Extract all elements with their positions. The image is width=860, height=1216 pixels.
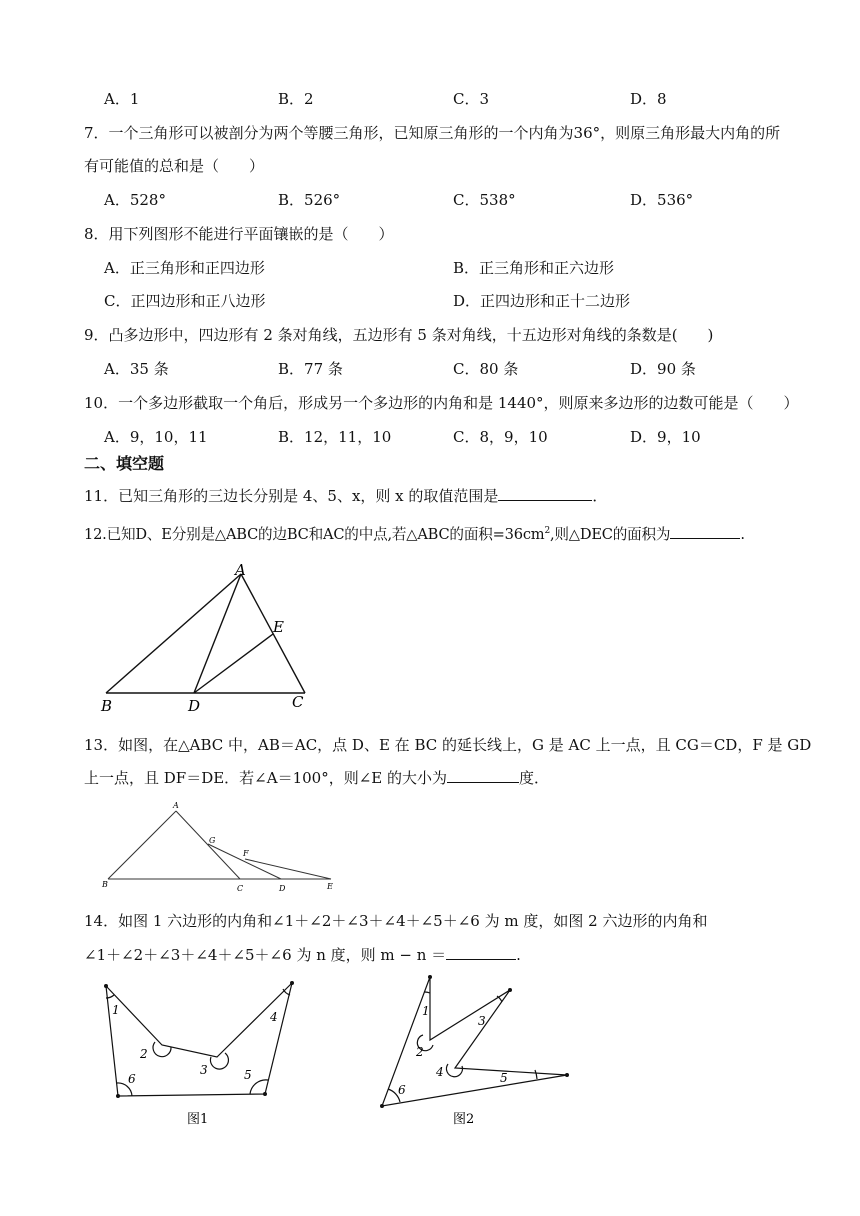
fig14-2-angle-3: 3 bbox=[478, 1014, 486, 1028]
q10-option-a: A．9，10，11 bbox=[104, 428, 208, 446]
q11-answer-blank[interactable] bbox=[498, 486, 592, 501]
q9-option-a: A．35 条 bbox=[104, 360, 169, 378]
q8-option-b: B．正三角形和正六边形 bbox=[453, 259, 615, 277]
q13-text: 上一点，且 DF＝DE．若∠A＝100°，则∠E 的大小为 bbox=[84, 769, 447, 787]
fig14-2-angle-2: 2 bbox=[416, 1045, 424, 1059]
q14-figure-2 bbox=[370, 970, 580, 1130]
q6-option-d: D．8 bbox=[630, 90, 667, 108]
q8-option-c: C．正四边形和正八边形 bbox=[104, 292, 266, 310]
q12-stem bbox=[84, 521, 745, 545]
fig13-label-b: B bbox=[102, 880, 108, 889]
fig14-2-angle-6: 6 bbox=[398, 1083, 406, 1097]
fig12-label-e: E bbox=[273, 618, 284, 636]
fig14-2-angle-4: 4 bbox=[436, 1065, 444, 1079]
q14-stem-line2 bbox=[84, 945, 521, 965]
q7-option-a: A．528° bbox=[104, 191, 166, 209]
fig13-label-d: D bbox=[279, 884, 286, 893]
section-heading: 二、填空题 bbox=[84, 454, 165, 473]
q14-stem-line1: 14．如图 1 六边形的内角和∠1＋∠2＋∠3＋∠4＋∠5＋∠6 为 m 度，如图 2 六边形的内角和 bbox=[84, 912, 708, 930]
q7-option-c: C．538° bbox=[453, 191, 516, 209]
q14-answer-blank[interactable] bbox=[446, 945, 516, 960]
q11-text: 11．已知三角形的三边长分别是 4、5、x，则 x 的取值范围是 bbox=[84, 487, 499, 505]
q12-triangle-figure bbox=[95, 558, 325, 718]
fig13-label-e: E bbox=[327, 882, 333, 891]
q10-option-b: B．12，11，10 bbox=[278, 428, 392, 446]
q14-text: ∠1＋∠2＋∠3＋∠4＋∠5＋∠6 为 n 度，则 m − n ＝ bbox=[84, 946, 447, 964]
q10-stem: 10．一个多边形截取一个角后，形成另一个多边形的内角和是 1440°，则原来多边形的边数可能是（ ） bbox=[84, 394, 799, 412]
q13-triangle-figure bbox=[95, 798, 340, 893]
q6-option-b: B．2 bbox=[278, 90, 314, 108]
q8-stem: 8．用下列图形不能进行平面镶嵌的是（ ） bbox=[84, 225, 394, 243]
fig13-label-g: G bbox=[209, 836, 216, 845]
fig14-1-angle-6: 6 bbox=[128, 1072, 136, 1086]
q13-stem-line1: 13．如图，在△ABC 中，AB＝AC，点 D、E 在 BC 的延长线上，G 是 AC 上一点，且 CG＝CD，F 是 GD bbox=[84, 736, 812, 754]
fig13-label-a: A bbox=[173, 801, 179, 810]
q12-answer-blank[interactable] bbox=[670, 524, 740, 539]
q6-option-a: A．1 bbox=[104, 90, 140, 108]
fig14-1-angle-2: 2 bbox=[140, 1047, 148, 1061]
q11-stem bbox=[84, 486, 607, 506]
q8-option-a: A．正三角形和正四边形 bbox=[104, 259, 265, 277]
q9-stem: 9．凸多边形中，四边形有 2 条对角线，五边形有 5 条对角线，十五边形对角线的条数是( ) bbox=[84, 326, 714, 344]
q9-option-c: C．80 条 bbox=[453, 360, 519, 378]
fig12-label-b: B bbox=[101, 697, 113, 715]
fig14-2-angle-1: 1 bbox=[422, 1004, 430, 1018]
q10-option-c: C．8，9，10 bbox=[453, 428, 548, 446]
q7-option-b: B．526° bbox=[278, 191, 341, 209]
fig12-label-c: C bbox=[292, 693, 304, 711]
q12-superscript: 2 bbox=[544, 526, 550, 536]
fig14-1-angle-3: 3 bbox=[200, 1063, 208, 1077]
q8-option-d: D．正四边形和正十二边形 bbox=[453, 292, 631, 310]
fig14-1-angle-1: 1 bbox=[112, 1003, 120, 1017]
q13-unit: 度． bbox=[519, 769, 550, 787]
q6-option-c: C．3 bbox=[453, 90, 490, 108]
fig13-label-f: F bbox=[243, 849, 249, 858]
fig14-1-angle-4: 4 bbox=[270, 1010, 278, 1024]
q13-answer-blank[interactable] bbox=[447, 768, 519, 783]
q13-stem-line2 bbox=[84, 768, 549, 788]
q14-figure-1 bbox=[95, 975, 310, 1130]
q11-period: ． bbox=[592, 487, 608, 505]
fig12-label-a: A bbox=[235, 561, 246, 579]
fig14-1-angle-5: 5 bbox=[244, 1068, 252, 1082]
q7-stem-line2: 有可能值的总和是（ ） bbox=[84, 157, 265, 175]
q9-option-b: B．77 条 bbox=[278, 360, 343, 378]
fig14-2-caption: 图2 bbox=[453, 1112, 475, 1127]
fig12-label-d: D bbox=[188, 697, 201, 715]
q7-option-d: D．536° bbox=[630, 191, 694, 209]
q14-period: . bbox=[516, 946, 521, 964]
fig13-label-c: C bbox=[237, 884, 244, 893]
q12-text-middle: ,则△DEC的面积为 bbox=[549, 525, 671, 543]
q12-period: . bbox=[740, 525, 745, 543]
q7-stem-line1: 7．一个三角形可以被剖分为两个等腰三角形，已知原三角形的一个内角为36°，则原三角形最大内角的所 bbox=[84, 124, 781, 142]
q9-option-d: D．90 条 bbox=[630, 360, 696, 378]
q10-option-d: D．9，10 bbox=[630, 428, 701, 446]
fig14-1-caption: 图1 bbox=[187, 1112, 209, 1127]
q12-text: 12.已知D、E分别是△ABC的边BC和AC的中点,若△ABC的面积=36cm bbox=[84, 525, 545, 543]
fig14-2-angle-5: 5 bbox=[500, 1071, 508, 1085]
